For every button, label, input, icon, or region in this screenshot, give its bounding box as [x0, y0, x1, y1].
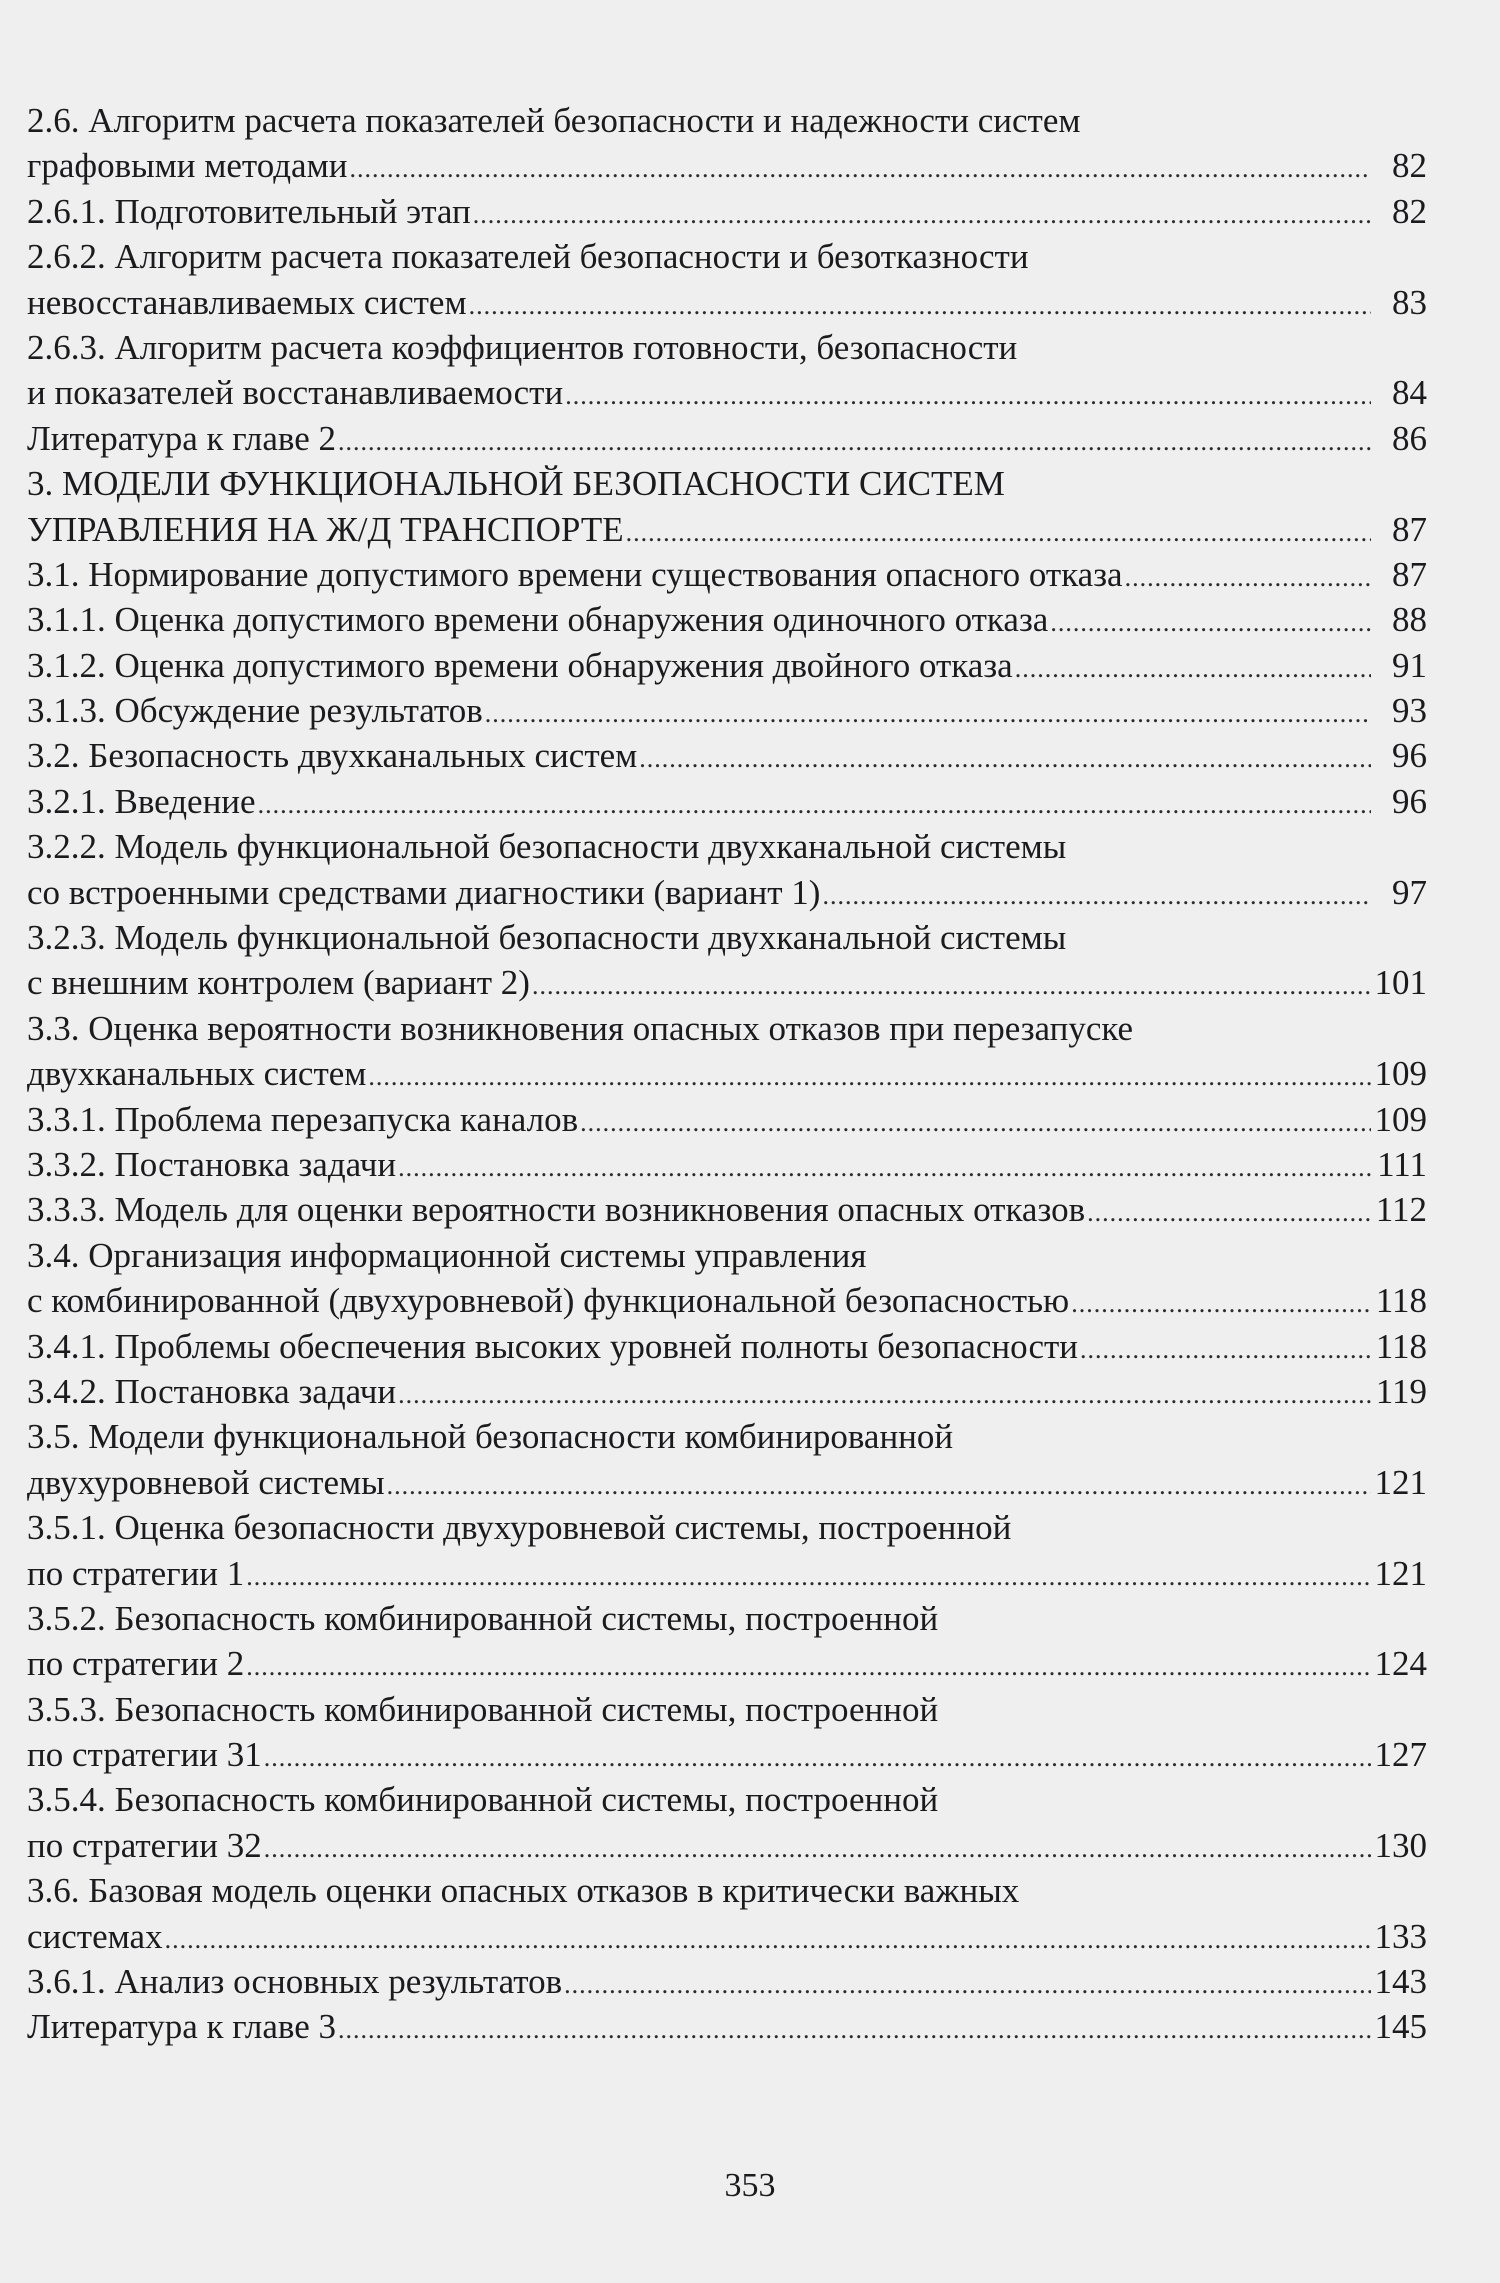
toc-entry [27, 143, 1427, 188]
toc-entry-title: 3. МОДЕЛИ ФУНКЦИОНАЛЬНОЙ БЕЗОПАСНОСТИ СИСТЕМ [27, 464, 1005, 504]
toc-entry-page: 118 [1375, 1326, 1427, 1366]
toc-leader-dots [1125, 555, 1371, 600]
toc-leader-dots [1015, 646, 1371, 691]
toc-entry-title: 3.1.3. Обсуждение результатов [27, 691, 483, 731]
toc-entry-page: 86 [1392, 418, 1427, 458]
toc-entry-page: 82 [1392, 146, 1427, 186]
toc-entry-title: 3.3. Оценка вероятности возникновения опасных отказов при перезапуске [27, 1008, 1134, 1048]
toc-entry-title: 3.3.1. Проблема перезапуска каналов [27, 1099, 579, 1139]
toc-entry-title: 2.6.2. Алгоритм расчета показателей безопасности и безотказности [27, 237, 1029, 277]
toc-entry-page: 133 [1374, 1916, 1427, 1956]
toc-leader-dots [1050, 600, 1371, 645]
toc-leader-dots [1087, 1190, 1371, 1235]
toc-entry-title: по стратегии 1 [27, 1553, 245, 1593]
toc-entry-title: 3.1. Нормирование допустимого времени существования опасного отказа [27, 554, 1123, 594]
toc-entry-title: 3.5.1. Оценка безопасности двухуровневой системы, построенной [27, 1508, 1012, 1548]
toc-entry-title: с внешним контролем (вариант 2) [27, 963, 530, 1003]
toc-entry [27, 1732, 1427, 1777]
toc-entry-title: 3.1.2. Оценка допустимого времени обнаружения двойного отказа [27, 645, 1013, 685]
toc-entry [27, 1369, 1427, 1414]
toc-leader-dots [246, 1554, 1370, 1599]
toc-entry-title: со встроенными средствами диагностики (вариант 1) [27, 872, 821, 912]
toc-leader-dots [246, 1644, 1370, 1689]
toc-entry [27, 1641, 1427, 1686]
toc-entry-page: 111 [1377, 1144, 1427, 1184]
toc-leader-dots [822, 873, 1371, 918]
toc-entry-title: 3.1.1. Оценка допустимого времени обнаружения одиночного отказа [27, 600, 1049, 640]
toc-entry [27, 507, 1427, 552]
toc-entry [27, 960, 1427, 1005]
toc-entry-title: 3.5.4. Безопасность комбинированной системы, построенной [27, 1780, 939, 1820]
toc-entry-page: 82 [1392, 191, 1427, 231]
toc-entry-title: невосстанавливаемых систем [27, 282, 467, 322]
toc-entry-title: 3.4.2. Постановка задачи [27, 1371, 397, 1411]
toc-entry-page: 109 [1374, 1099, 1427, 1139]
toc-entry-title: Литература к главе 3 [27, 2007, 336, 2047]
toc-leader-dots [398, 1145, 1371, 1190]
toc-entry [27, 1551, 1427, 1596]
toc-entry [27, 1324, 1427, 1369]
toc-entry-page: 83 [1392, 282, 1427, 322]
toc-entry-title: 3.6. Базовая модель оценки опасных отказов в критически важных [27, 1871, 1020, 1911]
toc-entry [27, 1505, 1427, 1550]
toc-leader-dots [485, 691, 1371, 736]
toc-entry [27, 461, 1427, 506]
toc-entry-title: 3.2.1. Введение [27, 781, 256, 821]
toc-entry [27, 1596, 1427, 1641]
toc-entry [27, 1414, 1427, 1459]
toc-entry [27, 189, 1427, 234]
toc-leader-dots [565, 373, 1371, 418]
toc-leader-dots [473, 192, 1371, 237]
toc-entry [27, 280, 1427, 325]
toc-entry-title: 3.4. Организация информационной системы управления [27, 1235, 867, 1275]
toc-entry-page: 143 [1374, 1962, 1427, 2002]
toc-entry [27, 733, 1427, 778]
toc-leader-dots [626, 510, 1371, 555]
page-number: 353 [724, 2167, 776, 2204]
toc-entry [27, 779, 1427, 824]
toc-entry [27, 234, 1427, 279]
toc-entry [27, 1460, 1427, 1505]
toc-entry-title: и показателей восстанавливаемости [27, 373, 564, 413]
toc-entry [27, 915, 1427, 960]
toc-leader-dots [564, 1962, 1370, 2007]
toc-entry [27, 1823, 1427, 1868]
toc-leader-dots [165, 1917, 1371, 1962]
toc-leader-dots [258, 782, 1371, 827]
toc-leader-dots [469, 283, 1371, 328]
toc-entry-title: 2.6.3. Алгоритм расчета коэффициентов готовности, безопасности [27, 327, 1018, 367]
toc-entry [27, 370, 1427, 415]
toc-entry-page: 87 [1392, 554, 1427, 594]
toc-entry [27, 1006, 1427, 1051]
toc-entry [27, 643, 1427, 688]
toc-entry-page: 145 [1374, 2007, 1427, 2047]
toc-entry [27, 597, 1427, 642]
toc-entry [27, 1278, 1427, 1323]
toc-entry-page: 91 [1392, 645, 1427, 685]
toc-entry-page: 96 [1392, 781, 1427, 821]
toc-entry [27, 1959, 1427, 2004]
toc-entry-page: 93 [1392, 691, 1427, 731]
toc-entry-title: двухканальных систем [27, 1054, 367, 1094]
toc-entry-page: 101 [1374, 963, 1427, 1003]
toc-entry [27, 1142, 1427, 1187]
toc-entry-title: 3.3.3. Модель для оценки вероятности возникновения опасных отказов [27, 1190, 1086, 1230]
toc-entry [27, 1233, 1427, 1278]
toc-leader-dots [639, 736, 1371, 781]
toc-entry-title: 3.5.2. Безопасность комбинированной системы, построенной [27, 1598, 939, 1638]
toc-entry-title: 2.6.1. Подготовительный этап [27, 191, 471, 231]
toc-leader-dots [1071, 1281, 1371, 1326]
toc-entry-title: Литература к главе 2 [27, 418, 336, 458]
toc-entry [27, 2004, 1427, 2049]
toc-entry-page: 112 [1375, 1190, 1427, 1230]
toc-entry [27, 870, 1427, 915]
toc-entry-title: 3.2.2. Модель функциональной безопасности двухканальной системы [27, 827, 1067, 867]
toc-entry-page: 130 [1374, 1825, 1427, 1865]
toc-entry-title: по стратегии 2 [27, 1644, 245, 1684]
toc-entry [27, 1097, 1427, 1142]
toc-entry [27, 1868, 1427, 1913]
toc-entry [27, 1687, 1427, 1732]
toc-leader-dots [338, 419, 1371, 464]
toc-entry [27, 325, 1427, 370]
toc-entry-title: 3.5.3. Безопасность комбинированной системы, построенной [27, 1689, 939, 1729]
toc-entry-title: по стратегии 31 [27, 1735, 262, 1775]
toc-entry-title: 3.5. Модели функциональной безопасности комбинированной [27, 1417, 954, 1457]
toc-entry [27, 98, 1427, 143]
toc-entry [27, 1051, 1427, 1096]
toc-entry [27, 1187, 1427, 1232]
toc-leader-dots [532, 963, 1371, 1008]
toc-leader-dots [349, 146, 1371, 191]
toc-entry-title: с комбинированной (двухуровневой) функциональной безопасностью [27, 1281, 1070, 1321]
toc-entry-title: 3.3.2. Постановка задачи [27, 1144, 397, 1184]
toc-entry-page: 96 [1392, 736, 1427, 776]
toc-entry-page: 97 [1392, 872, 1427, 912]
toc-entry-page: 127 [1374, 1735, 1427, 1775]
toc-leader-dots [264, 1735, 1371, 1780]
toc-leader-dots [398, 1372, 1371, 1417]
toc-entry-title: двухуровневой системы [27, 1462, 385, 1502]
toc-entry-page: 124 [1374, 1644, 1427, 1684]
toc-entry-title: по стратегии 32 [27, 1825, 262, 1865]
toc-entry-page: 109 [1374, 1054, 1427, 1094]
toc-leader-dots [580, 1100, 1370, 1145]
toc-entry-title: УПРАВЛЕНИЯ НА Ж/Д ТРАНСПОРТЕ [27, 509, 624, 549]
toc-entry-title: 3.2. Безопасность двухканальных систем [27, 736, 638, 776]
toc-leader-dots [387, 1463, 1371, 1508]
toc-entry [27, 1914, 1427, 1959]
toc-entry [27, 1777, 1427, 1822]
toc-entry-title: системах [27, 1916, 163, 1956]
toc-leader-dots [338, 2007, 1371, 2052]
toc-entry-page: 121 [1374, 1553, 1427, 1593]
toc-entry [27, 552, 1427, 597]
toc-leader-dots [1080, 1327, 1371, 1372]
toc-entry [27, 824, 1427, 869]
toc-entry-title: 3.4.1. Проблемы обеспечения высоких уровней полноты безопасности [27, 1326, 1079, 1366]
toc-entry-title: 2.6. Алгоритм расчета показателей безопасности и надежности систем [27, 101, 1081, 140]
toc-entry-page: 121 [1374, 1462, 1427, 1502]
toc-entry-page: 118 [1375, 1281, 1427, 1321]
toc-leader-dots [368, 1054, 1370, 1099]
toc-entry-page: 119 [1375, 1371, 1427, 1411]
toc-entry-page: 88 [1392, 600, 1427, 640]
toc-leader-dots [264, 1826, 1371, 1871]
toc-entry-page: 87 [1392, 509, 1427, 549]
toc-entry-title: 3.6.1. Анализ основных результатов [27, 1962, 563, 2002]
toc-entry-page: 84 [1392, 373, 1427, 413]
toc-entry [27, 416, 1427, 461]
toc-entry [27, 688, 1427, 733]
toc-entry-title: графовыми методами [27, 146, 348, 186]
table-of-contents [27, 98, 1427, 2050]
toc-entry-title: 3.2.3. Модель функциональной безопасности двухканальной системы [27, 918, 1067, 958]
